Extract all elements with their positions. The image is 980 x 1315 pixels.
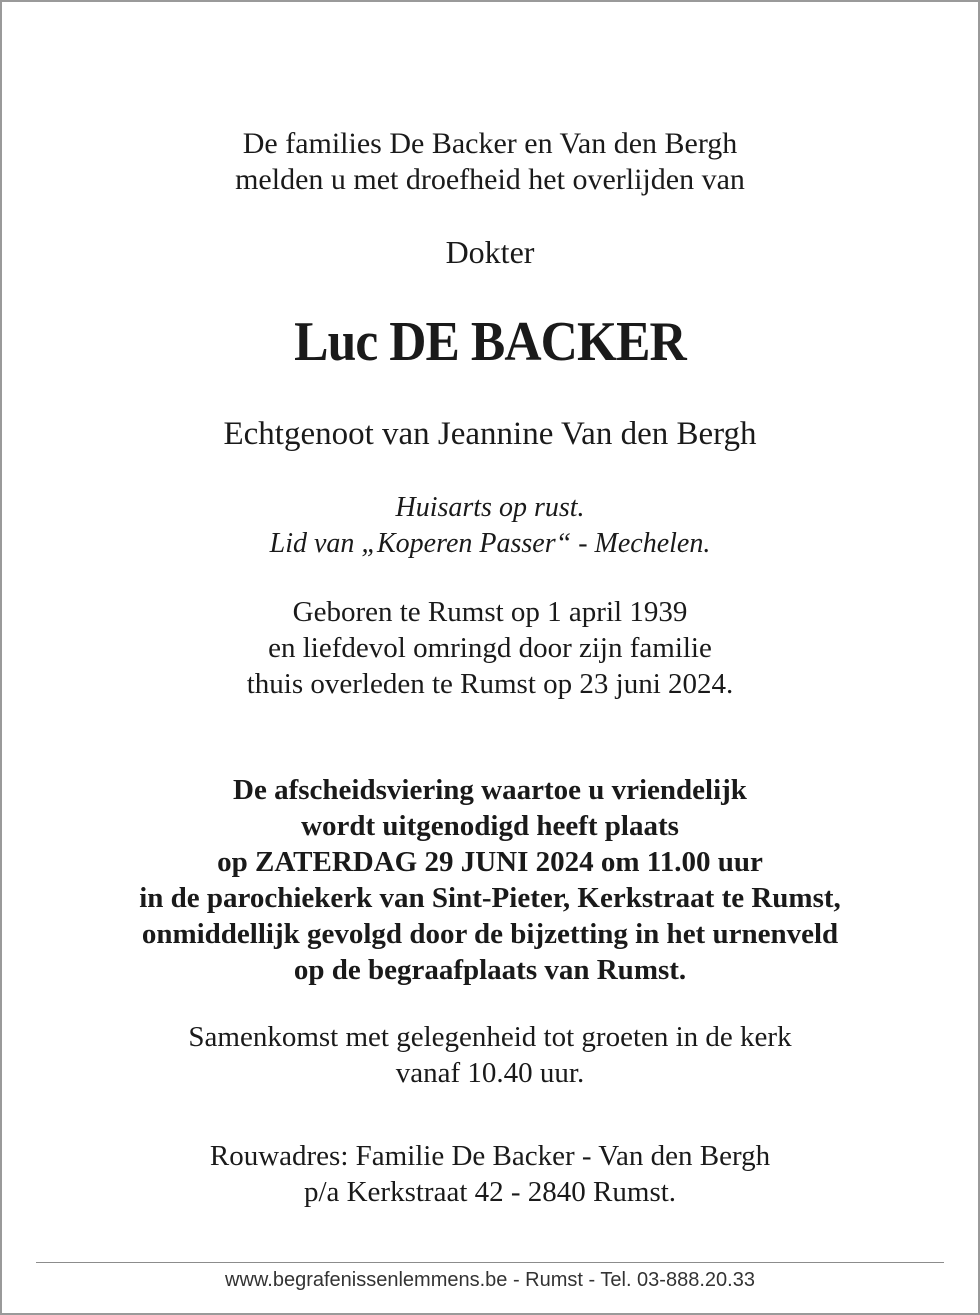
- address-line: Rouwadres: Familie De Backer - Van den Bergh: [209, 1140, 771, 1172]
- life-dates-block: [0, 594, 980, 702]
- footer-text: www.begrafenissenlemmens.be - Rumst - Tel. 03-888.20.33: [225, 1269, 755, 1291]
- gathering-block: [0, 1019, 980, 1091]
- mourning-address-block: [0, 1138, 980, 1210]
- intro-line: De families De Backer en Van den Bergh: [242, 127, 738, 160]
- footer-divider: [36, 1262, 944, 1263]
- profession-line: Lid van „Koperen Passer“ - Mechelen.: [269, 528, 711, 559]
- footer: [0, 1267, 980, 1293]
- intro-line: melden u met droefheid het overlijden van: [235, 163, 745, 196]
- gathering-line: vanaf 10.40 uur.: [395, 1057, 585, 1089]
- life-dates-line: thuis overleden te Rumst op 23 juni 2024.: [246, 668, 734, 700]
- ceremony-block: [0, 772, 980, 988]
- spouse-line: [0, 414, 980, 454]
- address-line: p/a Kerkstraat 42 - 2840 Rumst.: [303, 1176, 677, 1208]
- ceremony-line: op ZATERDAG 29 JUNI 2024 om 11.00 uur: [217, 846, 763, 878]
- spouse-text: Echtgenoot van Jeannine Van den Bergh: [223, 416, 757, 452]
- life-dates-line: Geboren te Rumst op 1 april 1939: [292, 596, 688, 628]
- ceremony-line: wordt uitgenodigd heeft plaats: [301, 810, 679, 842]
- profession-block: [0, 490, 980, 562]
- ceremony-line: op de begraafplaats van Rumst.: [293, 954, 687, 986]
- ceremony-line: De afscheidsviering waartoe u vriendelijk: [233, 774, 747, 806]
- deceased-name: [39, 308, 941, 376]
- life-dates-line: en liefdevol omringd door zijn familie: [268, 632, 712, 664]
- ceremony-line: in de parochiekerk van Sint-Pieter, Kerkstraat te Rumst,: [139, 882, 841, 914]
- profession-line: Huisarts op rust.: [395, 492, 585, 523]
- title-text: Dokter: [445, 234, 535, 270]
- deceased-title: [0, 233, 980, 271]
- ceremony-line: onmiddellijk gevolgd door de bijzetting in het urnenveld: [141, 918, 839, 950]
- announcement-intro: [0, 126, 980, 198]
- gathering-line: Samenkomst met gelegenheid tot groeten in de kerk: [188, 1021, 792, 1053]
- name-text: Luc DE BACKER: [294, 311, 686, 373]
